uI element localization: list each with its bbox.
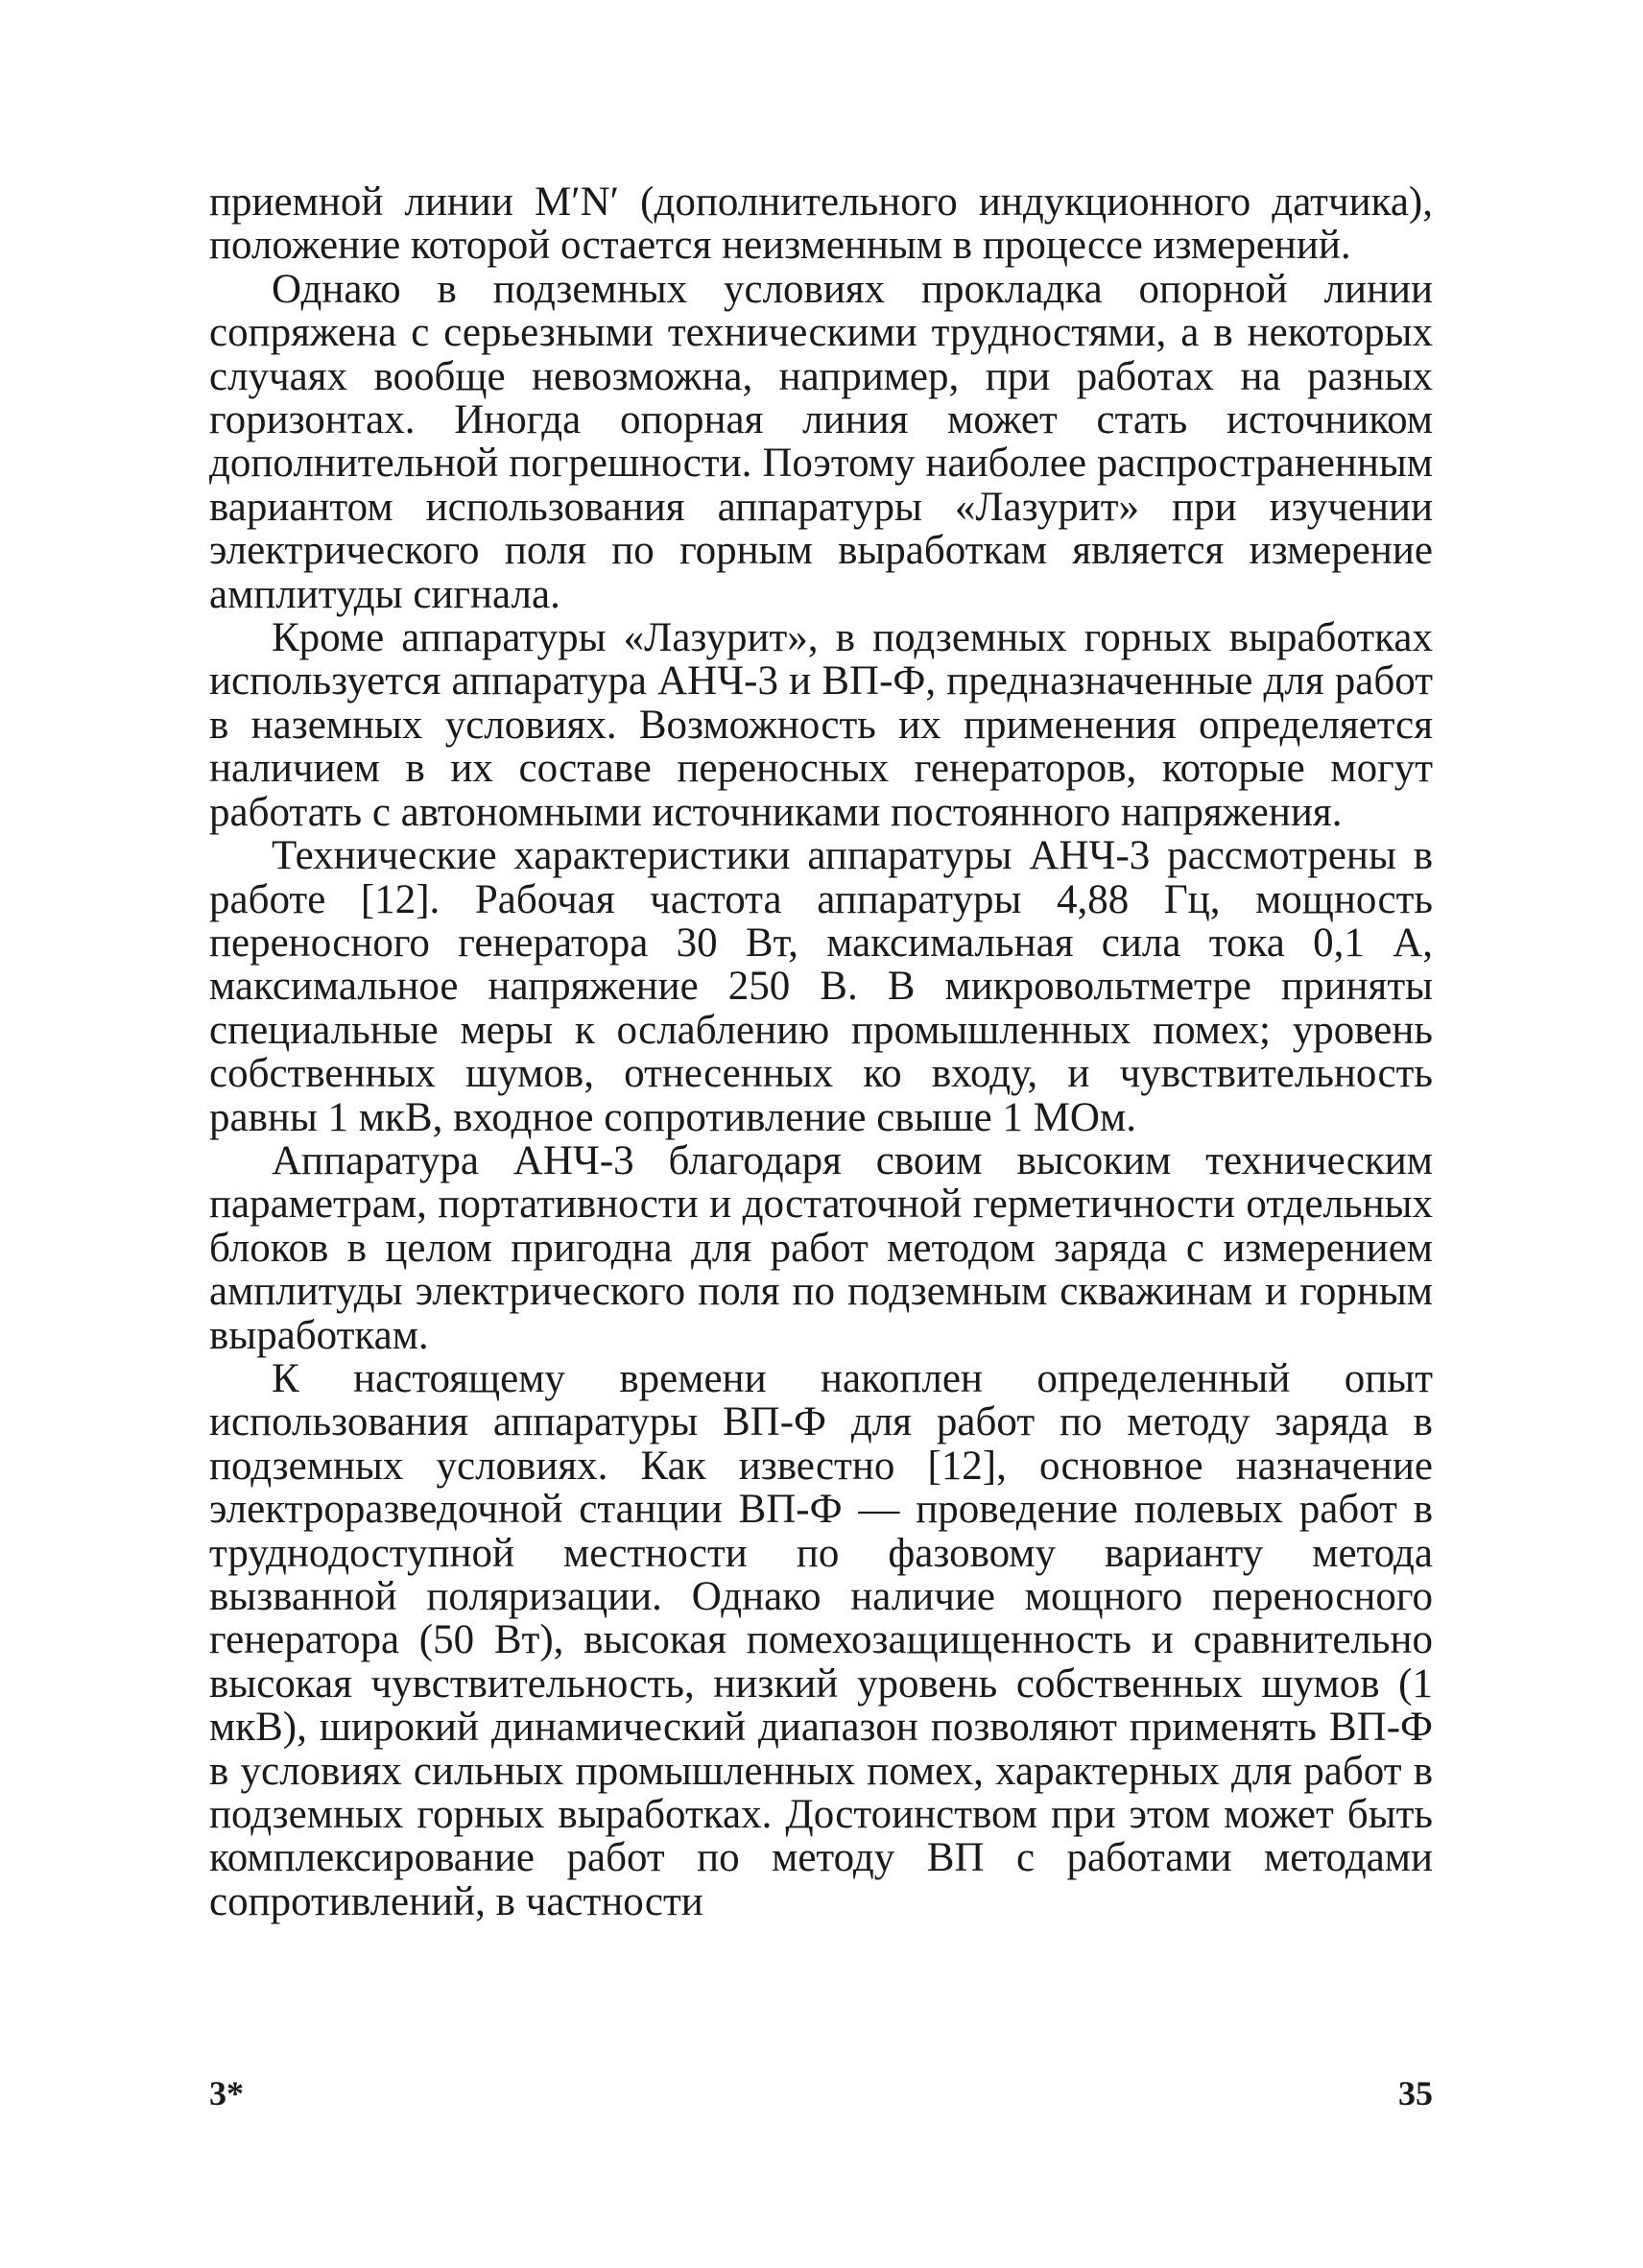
paragraph-4: Технические характеристики аппаратуры АНЧ-3 рассмотрены в работе [12]. Рабочая частота аппаратуры 4,88 Гц, мощность переносного генератора 30 Вт, максимальная сила тока 0,1 А, максимальное напряжение 250 В. В микровольтметре приняты специальные меры к ослаблению промышленных помех; уровень собственных шумов, отнесенных ко входу, и чувствительность равны 1 мкВ, входное сопротивление свыше 1 МОм. [209, 833, 1433, 1140]
body-text [209, 180, 1433, 1923]
paragraph-3: Кроме аппаратуры «Лазурит», в подземных горных выработках используется аппаратура АНЧ-3 и ВП-Ф, предназначенные для работ в наземных условиях. Возможность их применения определяется наличием в их составе переносных генераторов, которые могут работать с автономными источниками постоянного напряжения. [209, 615, 1433, 835]
paragraph-2: Однако в подземных условиях прокладка опорной линии сопряжена с серьезными техническими трудностями, а в некоторых случаях вообще невозможна, например, при работах на разных горизонтах. Иногда опорная линия может стать источником дополнительной погрешности. Поэтому наиболее распространенным вариантом использования аппаратуры «Лазурит» при изучении электрического поля по горным выработкам является измерение амплитуды сигнала. [209, 266, 1433, 617]
page-footer [209, 2073, 1433, 2112]
signature-mark: 3* [209, 2074, 244, 2113]
page-number: 35 [1398, 2074, 1433, 2113]
paragraph-5: Аппаратура АНЧ-3 благодаря своим высоким техническим параметрам, портативности и достаточной герметичности отдельных блоков в целом пригодна для работ методом заряда с измерением амплитуды электрического поля по подземным скважинам и горным выработкам. [209, 1137, 1433, 1358]
paragraph-6: К настоящему времени накоплен определенный опыт использования аппаратуры ВП-Ф для работ по методу заряда в подземных условиях. Как известно [12], основное назначение электроразведочной станции ВП-Ф — проведение полевых работ в труднодоступной местности по фазовому варианту метода вызванной поляризации. Однако наличие мощного переносного генератора (50 Вт), высокая помехозащищенность и сравнительно высокая чувствительность, низкий уровень собственных шумов (1 мкВ), широкий динамический диапазон позволяют применять ВП-Ф в условиях сильных промышленных помех, характерных для работ в подземных горных выработках. Достоинством при этом может быть комплексирование работ по методу ВП с работами методами сопротивлений, в частности [209, 1355, 1433, 1924]
paragraph-1: приемной линии M′N′ (дополнительного индукционного датчика), положение которой остается неизменным в процессе измерений. [209, 179, 1433, 269]
